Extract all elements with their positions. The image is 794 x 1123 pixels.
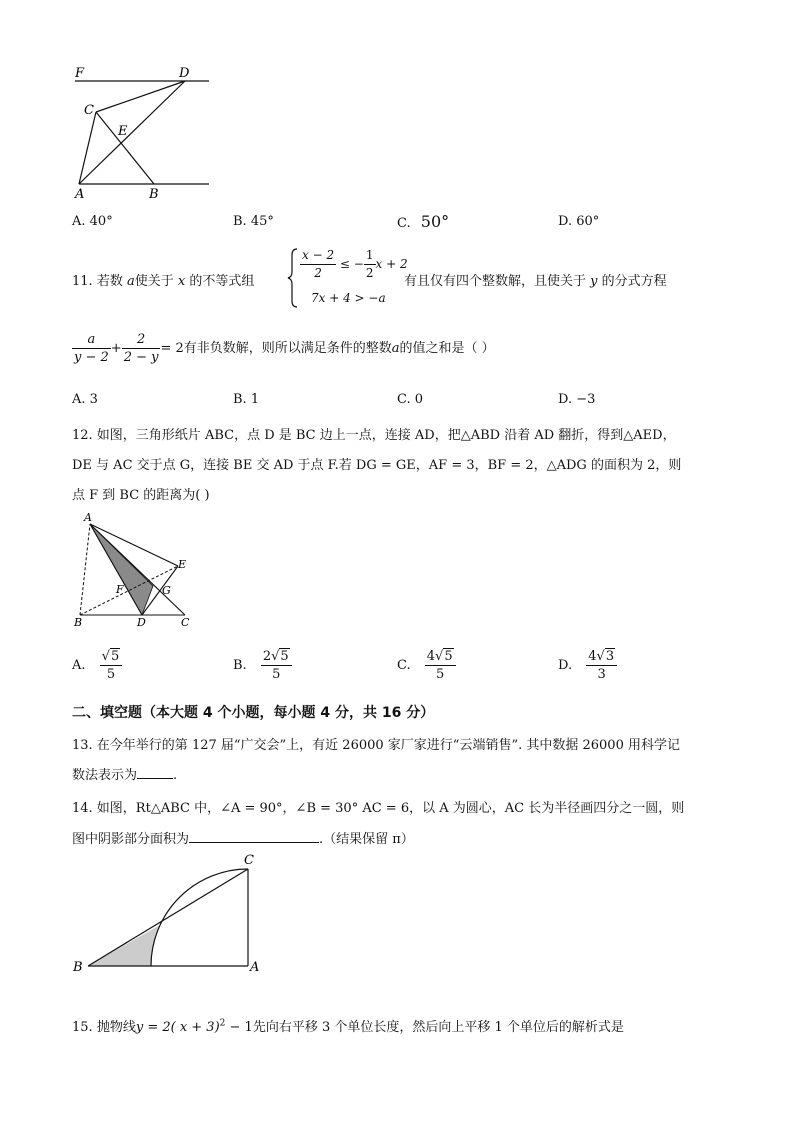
- figure-q14: [70, 850, 270, 978]
- label-a: A: [75, 187, 85, 202]
- q14-line2-text: 图中阴影部分面积为: [72, 832, 190, 847]
- q12-option-a: [72, 648, 122, 683]
- q11-text6: 有非负数解，则所以满足条件的整数: [183, 341, 392, 356]
- q12-line3: 点 F 到 BC 的距离为( ): [72, 488, 210, 503]
- q13-line2-text: 数法表示为: [72, 768, 138, 783]
- q11-text7: 的值之和是（ ）: [399, 341, 495, 356]
- figure-q10: [70, 62, 215, 202]
- q12-option-a-label: A.: [72, 658, 86, 673]
- brace-icon: [287, 247, 299, 309]
- q11-eq-frac2-den: 2 − y: [123, 350, 159, 365]
- q11-eq-rhs: = 2: [160, 341, 184, 356]
- q12-option-c-rad: 5: [444, 649, 453, 664]
- q11-ineq1-lhs: [300, 247, 336, 282]
- q12-option-c-frac: [425, 648, 456, 683]
- q14-line2: [72, 828, 414, 847]
- figure-q12: [70, 508, 200, 632]
- q10-option-c-value: 50°: [420, 212, 450, 231]
- q11-option-c: C. 0: [397, 392, 424, 407]
- label-b: B: [74, 616, 83, 629]
- q11-ineq1-lhs-num: x − 2: [300, 247, 336, 265]
- q15-exponent: 2: [219, 1018, 226, 1029]
- section-heading-fill-in: 二、填空题（本大题 4 个小题，每小题 4 分，共 16 分）: [72, 705, 435, 721]
- q11-var-y: y: [590, 274, 598, 289]
- q12-line2: DE 与 AC 交于点 G，连接 BE 交 AD 于点 F.若 DG = GE，AF = 3，BF = 2，△ADG 的面积为 2，则: [72, 458, 682, 473]
- label-c: C: [244, 853, 254, 868]
- label-d: D: [179, 66, 190, 81]
- segment-ac: [79, 112, 96, 184]
- q11-eq-frac2-num: 2: [122, 331, 161, 349]
- q11-ineq1-coef-den: 2: [365, 266, 374, 280]
- label-a: A: [250, 960, 260, 975]
- q11-ineq1-coef-num: 1: [364, 247, 376, 265]
- q11-var-a-2: a: [391, 341, 400, 356]
- q12-option-b-frac: [261, 648, 292, 683]
- q12-option-a-frac: [100, 648, 123, 683]
- label-a: A: [84, 511, 92, 524]
- q15-number: 15.: [72, 1020, 93, 1035]
- q11-ineq1-coef: [364, 247, 376, 282]
- q11-number: 11.: [72, 274, 93, 289]
- q12-option-c-den: 5: [436, 667, 445, 682]
- label-g: G: [162, 584, 171, 597]
- q10-option-d: D. 60°: [558, 214, 600, 229]
- q10-option-a: A. 40°: [72, 214, 113, 229]
- q11-text4: 有且仅有四个整数解，且使关于: [404, 274, 587, 289]
- q14-line1: 14. 如图，Rt△ABC 中，∠A = 90°，∠B = 30° AC = 6，以 A 为圆心，AC 长为半径画四分之一圆，则: [72, 801, 685, 816]
- q12-option-d: [558, 648, 617, 683]
- q10-option-b: B. 45°: [233, 214, 274, 229]
- q12-option-b: [233, 648, 292, 683]
- label-f: F: [75, 66, 85, 81]
- q11-eq-frac1-den: y − 2: [74, 350, 109, 365]
- q12-option-b-coef: 2: [262, 649, 272, 664]
- q10-option-c-label: C.: [397, 216, 411, 231]
- label-c: C: [84, 103, 94, 118]
- q11-text2: 使关于: [134, 274, 174, 289]
- q13-line1: 13. 在今年举行的第 127 届“广交会”上，有近 26000 家厂家进行“云端销售”. 其中数据 26000 用科学记: [72, 738, 680, 753]
- q12-option-c-coef: 4: [426, 649, 436, 664]
- q15-text2: 先向右平移 3 个单位长度，然后向上平移 1 个单位后的解析式是: [252, 1020, 624, 1035]
- q12-option-b-num: 2√5: [261, 648, 292, 666]
- q11-ineq1-mid: ≤ −: [339, 257, 364, 271]
- q11-option-a: A. 3: [72, 392, 98, 407]
- q12-option-a-den: 5: [106, 667, 116, 682]
- q12-option-c-num: 4√5: [425, 648, 456, 666]
- q12-option-c: [397, 648, 456, 683]
- q15-formula: y = 2( x + 3): [135, 1020, 220, 1035]
- segment-cb: [96, 112, 154, 184]
- q11-ineq2: 7x + 4 > −a: [311, 291, 386, 305]
- label-e: E: [178, 558, 187, 571]
- q12-option-c-label: C.: [397, 658, 411, 673]
- label-e: E: [118, 124, 128, 139]
- q14-line2-end: .（结果保留 π）: [319, 832, 414, 847]
- q11-eq-frac2: [122, 331, 161, 366]
- shaded-triangle-adg: [90, 524, 153, 615]
- q11-text5: 的分式方程: [601, 274, 667, 289]
- q12-option-a-rad: 5: [110, 649, 120, 664]
- q12-option-d-rad: 3: [605, 649, 615, 664]
- q11-ineq1-rhs: x + 2: [375, 257, 408, 271]
- q12-line1: 12. 如图，三角形纸片 ABC，点 D 是 BC 边上一点，连接 AD，把△ABD 沿着 AD 翻折，得到△AED，: [72, 428, 676, 443]
- segment-ab-dashed: [80, 524, 90, 615]
- q13-line2-end: .: [173, 768, 178, 783]
- label-c: C: [181, 616, 190, 629]
- q13-answer-blank[interactable]: [137, 766, 173, 779]
- q12-option-d-num: 4√3: [586, 648, 617, 666]
- label-d: D: [137, 616, 146, 629]
- q11-line1-prefix: [72, 270, 254, 289]
- label-f: F: [116, 583, 124, 596]
- q11-text3: 的不等式组: [189, 274, 255, 289]
- q12-option-d-label: D.: [558, 658, 573, 673]
- q15-text1: 抛物线: [96, 1020, 136, 1035]
- q11-var-a: a: [126, 274, 135, 289]
- q13-line2: [72, 764, 177, 783]
- q15-line1: [72, 1016, 624, 1035]
- segment-ad: [79, 81, 185, 184]
- q11-line2: [72, 331, 495, 366]
- q11-option-d: D. −3: [558, 392, 596, 407]
- q12-option-d-coef: 4: [588, 649, 597, 664]
- q11-inequality-system: [287, 247, 408, 309]
- q11-line1-suffix: [404, 270, 667, 289]
- q11-eq-plus: +: [110, 341, 122, 356]
- q11-text1: 若数: [96, 274, 123, 289]
- q10-option-c: [397, 212, 449, 231]
- q12-option-d-frac: [586, 648, 617, 683]
- q12-option-a-num: √5: [100, 648, 123, 666]
- q12-option-b-label: B.: [233, 658, 247, 673]
- label-b: B: [73, 960, 83, 975]
- q14-answer-blank[interactable]: [189, 830, 319, 843]
- q11-eq-frac1: [72, 331, 111, 366]
- q11-option-b: B. 1: [233, 392, 260, 407]
- q11-eq-frac1-num: a: [72, 331, 111, 349]
- segment-bc: [88, 869, 248, 966]
- q11-ineq1: [300, 247, 408, 282]
- segment-cd: [96, 81, 185, 112]
- q11-ineq1-lhs-den: 2: [314, 266, 322, 280]
- q12-option-b-rad: 5: [280, 649, 289, 664]
- q12-option-b-den: 5: [272, 667, 281, 682]
- q12-option-d-den: 3: [597, 667, 606, 682]
- quarter-circle-arc: [151, 869, 248, 966]
- q15-formula-tail: − 1: [225, 1020, 253, 1035]
- label-b: B: [149, 187, 159, 202]
- q11-var-x: x: [177, 274, 186, 289]
